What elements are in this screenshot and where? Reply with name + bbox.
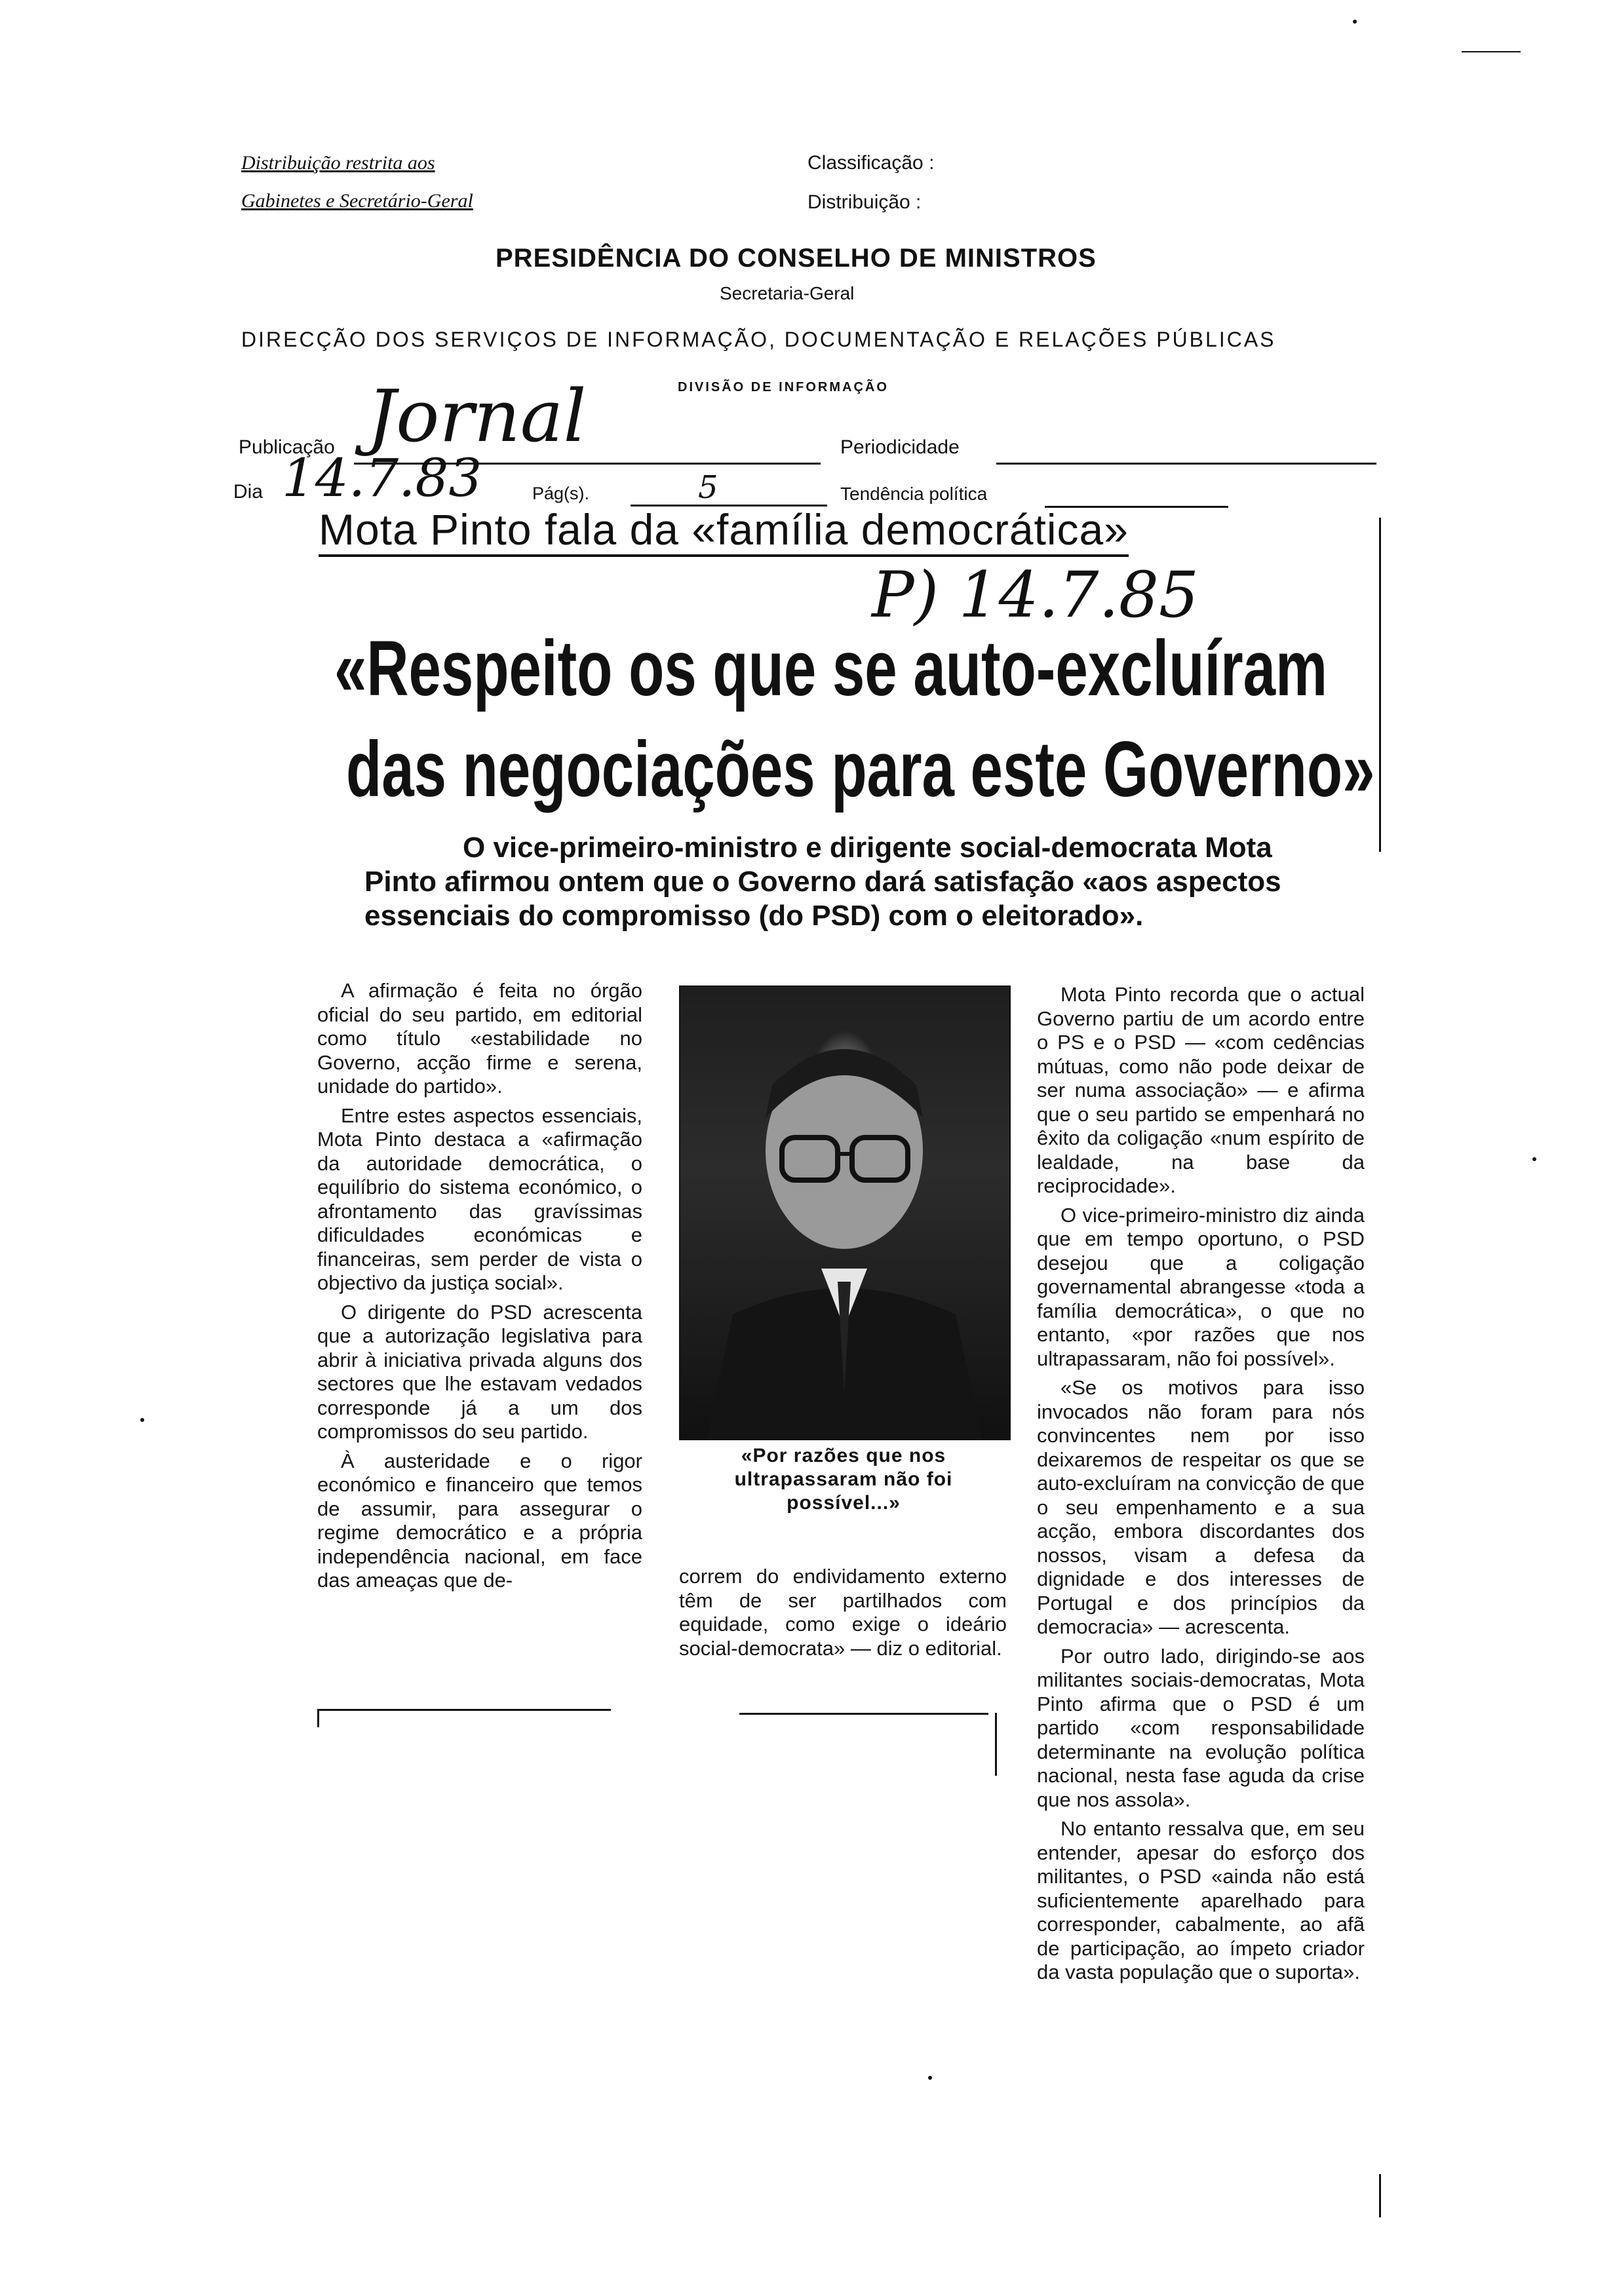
col2-vertical-rule bbox=[995, 1713, 997, 1776]
subsection-title: Secretaria-Geral bbox=[720, 283, 855, 303]
article-column-1 bbox=[317, 979, 642, 1598]
right-margin-rule bbox=[1379, 518, 1381, 852]
scan-speck bbox=[928, 2076, 932, 2080]
publication-label: Publicação bbox=[239, 436, 335, 458]
day-handwritten-value: 14.7.83 bbox=[282, 448, 482, 508]
periodicity-line bbox=[996, 463, 1376, 465]
mota-pinto-photo bbox=[679, 985, 1011, 1440]
col1-paragraph-3: O dirigente do PSD acrescenta que a autorização legislativa para abrir à iniciativa privada alguns dos sectores que lhe estavam vedados corresponde já a um dos compromissos do seu partido. bbox=[317, 1300, 642, 1443]
scan-speck bbox=[1353, 20, 1357, 24]
col3-paragraph-4: Por outro lado, dirigindo-se aos militantes sociais-democratas, Mota Pinto afirma que o PSD é um partido «com responsabilidade determinante na evolução política nacional, nesta fase aguda da crise que nos assola». bbox=[1037, 1644, 1365, 1811]
col1-paragraph-1: A afirmação é feita no órgão oficial do seu partido, em editorial como título «estabilidade no Governo, acção firme e serena, unidade do partido». bbox=[317, 979, 642, 1098]
division-title: DIVISÃO DE INFORMAÇÃO bbox=[678, 380, 889, 394]
headline-line1: «Respeito os que se auto-excluíram bbox=[334, 624, 1328, 712]
distribution-note-line1: Distribuição restrita aos bbox=[241, 152, 435, 174]
article-column-2-continuation bbox=[679, 1565, 1007, 1666]
col2-bottom-rule bbox=[739, 1713, 988, 1715]
classification-label: Classificação : bbox=[808, 152, 935, 174]
col1-bottom-rule bbox=[317, 1709, 611, 1711]
distribution-note-line2: Gabinetes e Secretário-Geral bbox=[241, 190, 473, 212]
col3-paragraph-1: Mota Pinto recorda que o actual Governo partiu de um acordo entre o PS e o PSD — «com cedências mútuas, como não pode deixar de ser numa associação» — e afirma que o seu partido se empenhará no êxito da coligação «num espírito de lealdade, na base da reciprocidade». bbox=[1037, 983, 1365, 1197]
tendency-label: Tendência política bbox=[840, 484, 988, 504]
day-label: Dia bbox=[233, 481, 263, 503]
article-lead: O vice-primeiro-ministro e dirigente social-democrata Mota Pinto afirmou ontem que o Governo dará satisfação «aos aspectos essenciais do compromisso (do PSD) com o eleitorado». bbox=[364, 832, 1281, 932]
distribution-label: Distribuição : bbox=[808, 191, 922, 213]
publication-handwritten-value: Jornal bbox=[367, 374, 587, 458]
col3-bottom-rule bbox=[1379, 2174, 1381, 2217]
pages-handwritten-value: 5 bbox=[698, 469, 718, 506]
pages-label: Pág(s). bbox=[532, 484, 590, 503]
photo-caption: «Por razões que nos ultrapassaram não foi possível...» bbox=[734, 1445, 953, 1514]
scan-speck bbox=[1532, 1157, 1536, 1161]
col3-paragraph-3: «Se os motivos para isso invocados não foram para nós convincentes nem por isso deixaremos de respeitar os que se auto-excluíram na convicção de que o seu empenhamento e a sua acção, embora discordantes dos nossos, visam a defesa da dignidade e dos interesses de Portugal e dos princípios da democracia» — acrescenta. bbox=[1037, 1376, 1365, 1638]
col2-paragraph-1: correm do endividamento externo têm de ser partilhados com equidade, como exige o ideário social-democrata» — diz o editorial. bbox=[679, 1565, 1007, 1660]
office-title: PRESIDÊNCIA DO CONSELHO DE MINISTROS bbox=[496, 244, 1097, 273]
article-kicker: Mota Pinto fala da «família democrática» bbox=[319, 505, 1129, 557]
portrait-figure-icon bbox=[680, 987, 1009, 1439]
article-column-3 bbox=[1037, 983, 1365, 1990]
col3-paragraph-2: O vice-primeiro-ministro diz ainda que em tempo oportuno, o PSD desejou que a coligação governamental abrangesse «toda a família democrática», o que no entanto, «por razões que nos ultrapassaram, não foi possível». bbox=[1037, 1203, 1365, 1370]
headline-line2: das negociações para este Governo» bbox=[346, 725, 1375, 813]
col1-corner-rule bbox=[317, 1709, 319, 1727]
col1-paragraph-2: Entre estes aspectos essenciais, Mota Pinto destaca a «afirmação da autoridade democrática, o equilíbrio do sistema económico, o afrontamento das gravíssimas dificuldades económicas e financeiras, sem perder de vista o objectivo da justiça social». bbox=[317, 1103, 642, 1294]
direction-title: DIRECÇÃO DOS SERVIÇOS DE INFORMAÇÃO, DOCUMENTAÇÃO E RELAÇÕES PÚBLICAS bbox=[241, 328, 1276, 351]
col1-paragraph-4: À austeridade e o rigor económico e financeiro que temos de assumir, para assegurar o regime democrático e a própria independência nacional, em face das ameaças que de- bbox=[317, 1449, 642, 1592]
scan-speck bbox=[140, 1418, 144, 1422]
periodicity-label: Periodicidade bbox=[840, 436, 960, 458]
handwritten-date-note: P) 14.7.85 bbox=[872, 558, 1199, 632]
scan-mark bbox=[1462, 51, 1521, 52]
col3-paragraph-5: No entanto ressalva que, em seu entender, apesar do esforço dos militantes, o PSD «ainda não está suficientemente aparelhado para corresponder, cabalmente, ao afã de participação, ao ímpeto criador da vasta população que o suporta». bbox=[1037, 1817, 1365, 1983]
